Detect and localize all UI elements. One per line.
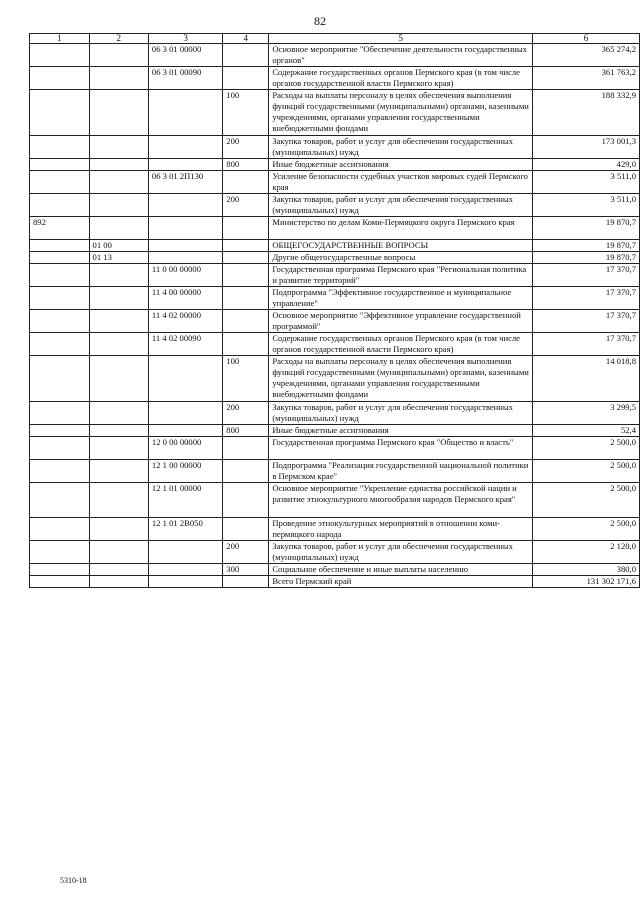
cell-c3: 12 1 01 00000	[148, 483, 222, 518]
cell-c5: Иные бюджетные ассигнования	[269, 159, 533, 171]
cell-c1	[30, 159, 90, 171]
cell-c6: 17 370,7	[532, 333, 639, 356]
cell-c2	[89, 67, 148, 90]
cell-c4	[223, 44, 269, 67]
cell-c6: 429,0	[532, 159, 639, 171]
cell-c4	[223, 518, 269, 541]
cell-c1	[30, 333, 90, 356]
cell-c4	[223, 240, 269, 252]
table-body	[30, 44, 640, 588]
cell-c1	[30, 171, 90, 194]
cell-c4	[223, 310, 269, 333]
cell-c3	[148, 564, 222, 576]
cell-c3: 12 0 00 00000	[148, 437, 222, 460]
cell-c4: 800	[223, 425, 269, 437]
cell-c1	[30, 136, 90, 159]
cell-c6: 2 120,0	[532, 541, 639, 564]
table-row	[30, 136, 640, 159]
table-row	[30, 576, 640, 588]
cell-c3	[148, 541, 222, 564]
cell-c5: Расходы на выплаты персоналу в целях обеспечения выполнения функций государственными (муниципальными) органами, казенными учреждениями, органами управления государственными внебюджетными фондами	[269, 90, 533, 136]
cell-c2	[89, 264, 148, 287]
cell-c3: 06 3 01 00000	[148, 44, 222, 67]
cell-c1	[30, 310, 90, 333]
cell-c5: Министерство по делам Коми-Пермяцкого округа Пермского края	[269, 217, 533, 240]
cell-c3: 11 4 00 00000	[148, 287, 222, 310]
cell-c2	[89, 136, 148, 159]
cell-c2	[89, 90, 148, 136]
cell-c5: Подпрограмма "Реализация государственной национальной политики в Пермском крае"	[269, 460, 533, 483]
cell-c4	[223, 67, 269, 90]
cell-c2	[89, 483, 148, 518]
cell-c1	[30, 402, 90, 425]
cell-c6: 131 302 171,6	[532, 576, 639, 588]
cell-c2	[89, 159, 148, 171]
cell-c3: 12 1 01 2В050	[148, 518, 222, 541]
cell-c5: Иные бюджетные ассигнования	[269, 425, 533, 437]
table-row	[30, 252, 640, 264]
cell-c2	[89, 310, 148, 333]
cell-c5: Закупка товаров, работ и услуг для обеспечения государственных (муниципальных) нужд	[269, 402, 533, 425]
cell-c6: 19 870,7	[532, 217, 639, 240]
cell-c2	[89, 437, 148, 460]
table-row	[30, 67, 640, 90]
cell-c1	[30, 518, 90, 541]
cell-c1	[30, 44, 90, 67]
budget-table	[29, 33, 640, 588]
cell-c3	[148, 194, 222, 217]
table-row	[30, 90, 640, 136]
cell-c4: 200	[223, 402, 269, 425]
header-col-3: 3	[148, 34, 222, 44]
cell-c5: Содержание государственных органов Пермского края (в том числе органов государственной власти Пермского края)	[269, 333, 533, 356]
footer-code: 5310-18	[60, 876, 87, 885]
cell-c4	[223, 171, 269, 194]
cell-c6: 17 370,7	[532, 287, 639, 310]
cell-c5: Государственная программа Пермского края "Региональная политика и развитие территорий"	[269, 264, 533, 287]
cell-c4: 100	[223, 356, 269, 402]
cell-c2	[89, 576, 148, 588]
cell-c4: 800	[223, 159, 269, 171]
table-row	[30, 310, 640, 333]
cell-c6: 361 763,2	[532, 67, 639, 90]
cell-c6: 188 332,9	[532, 90, 639, 136]
table-row	[30, 356, 640, 402]
cell-c1	[30, 564, 90, 576]
cell-c6: 52,4	[532, 425, 639, 437]
table-row	[30, 159, 640, 171]
cell-c5: Другие общегосударственные вопросы	[269, 252, 533, 264]
cell-c6: 17 370,7	[532, 310, 639, 333]
table-row	[30, 44, 640, 67]
cell-c2	[89, 460, 148, 483]
cell-c4	[223, 483, 269, 518]
cell-c6: 19 870,7	[532, 240, 639, 252]
cell-c4: 100	[223, 90, 269, 136]
cell-c2	[89, 333, 148, 356]
cell-c6: 17 370,7	[532, 264, 639, 287]
cell-c5: Расходы на выплаты персоналу в целях обеспечения выполнения функций государственными (муниципальными) органами, казенными учреждениями, органами управления государственными внебюджетными фондами	[269, 356, 533, 402]
cell-c2	[89, 356, 148, 402]
table-row	[30, 333, 640, 356]
cell-c5: Закупка товаров, работ и услуг для обеспечения государственных (муниципальных) нужд	[269, 194, 533, 217]
cell-c3	[148, 252, 222, 264]
cell-c3	[148, 136, 222, 159]
cell-c5: Основное мероприятие "Обеспечение деятельности государственных органов"	[269, 44, 533, 67]
cell-c1	[30, 287, 90, 310]
cell-c1	[30, 90, 90, 136]
cell-c6: 19 870,7	[532, 252, 639, 264]
cell-c3	[148, 217, 222, 240]
table-row	[30, 518, 640, 541]
cell-c5: Закупка товаров, работ и услуг для обеспечения государственных (муниципальных) нужд	[269, 136, 533, 159]
cell-c2: 01 13	[89, 252, 148, 264]
cell-c4	[223, 252, 269, 264]
cell-c2	[89, 171, 148, 194]
table-row	[30, 217, 640, 240]
table-row	[30, 564, 640, 576]
cell-c1	[30, 264, 90, 287]
table-row	[30, 437, 640, 460]
cell-c2	[89, 564, 148, 576]
cell-c2	[89, 217, 148, 240]
cell-c5: Социальное обеспечение и иные выплаты населению	[269, 564, 533, 576]
cell-c6: 2 500,0	[532, 483, 639, 518]
header-col-1: 1	[30, 34, 90, 44]
page-number: 82	[314, 14, 326, 28]
cell-c4	[223, 264, 269, 287]
cell-c6: 3 511,0	[532, 194, 639, 217]
cell-c1	[30, 67, 90, 90]
cell-c2	[89, 402, 148, 425]
cell-c1	[30, 437, 90, 460]
table-row	[30, 287, 640, 310]
table-row	[30, 541, 640, 564]
header-row	[30, 34, 640, 44]
table-row	[30, 460, 640, 483]
cell-c4: 200	[223, 136, 269, 159]
cell-c1	[30, 483, 90, 518]
cell-c2	[89, 287, 148, 310]
cell-c5: Закупка товаров, работ и услуг для обеспечения государственных (муниципальных) нужд	[269, 541, 533, 564]
cell-c1	[30, 194, 90, 217]
cell-c1	[30, 576, 90, 588]
cell-c5: Основное мероприятие "Эффективное управление государственной программой"	[269, 310, 533, 333]
header-col-4: 4	[223, 34, 269, 44]
cell-c6: 2 500,0	[532, 518, 639, 541]
cell-c1: 892	[30, 217, 90, 240]
cell-c3: 11 4 02 00090	[148, 333, 222, 356]
cell-c4	[223, 217, 269, 240]
cell-c4: 300	[223, 564, 269, 576]
cell-c6: 3 299,5	[532, 402, 639, 425]
header-col-5: 5	[269, 34, 533, 44]
cell-c5: Государственная программа Пермского края "Общество и власть"	[269, 437, 533, 460]
cell-c2	[89, 518, 148, 541]
cell-c3	[148, 159, 222, 171]
cell-c6: 2 500,0	[532, 437, 639, 460]
cell-c5: ОБЩЕГОСУДАРСТВЕННЫЕ ВОПРОСЫ	[269, 240, 533, 252]
cell-c3: 12 1 00 00000	[148, 460, 222, 483]
cell-c3	[148, 576, 222, 588]
cell-c4: 200	[223, 194, 269, 217]
cell-c4	[223, 576, 269, 588]
cell-c5: Основное мероприятие "Укрепление единства российской нации и развитие этнокультурного многообразия народов Пермского края"	[269, 483, 533, 518]
cell-c2	[89, 425, 148, 437]
cell-c1	[30, 460, 90, 483]
cell-c6: 14 018,8	[532, 356, 639, 402]
cell-c4	[223, 437, 269, 460]
table-row	[30, 240, 640, 252]
cell-c3	[148, 240, 222, 252]
cell-c1	[30, 252, 90, 264]
cell-c1	[30, 425, 90, 437]
cell-c3	[148, 356, 222, 402]
cell-c4	[223, 460, 269, 483]
cell-c4	[223, 333, 269, 356]
cell-c1	[30, 240, 90, 252]
cell-c3: 11 4 02 00000	[148, 310, 222, 333]
cell-c1	[30, 356, 90, 402]
header-col-2: 2	[89, 34, 148, 44]
cell-c3	[148, 402, 222, 425]
cell-c5: Проведение этнокультурных мероприятий в отношении коми-пермяцкого народа	[269, 518, 533, 541]
table-row	[30, 194, 640, 217]
cell-c6: 3 511,0	[532, 171, 639, 194]
cell-c2	[89, 44, 148, 67]
cell-c3: 06 3 01 2П130	[148, 171, 222, 194]
cell-c3	[148, 90, 222, 136]
cell-c1	[30, 541, 90, 564]
table-row	[30, 171, 640, 194]
cell-c3: 11 0 00 00000	[148, 264, 222, 287]
cell-c3: 06 3 01 00090	[148, 67, 222, 90]
cell-c6: 173 001,3	[532, 136, 639, 159]
cell-c4: 200	[223, 541, 269, 564]
cell-c6: 2 500,0	[532, 460, 639, 483]
cell-c5: Содержание государственных органов Пермского края (в том числе органов государственной власти Пермского края)	[269, 67, 533, 90]
cell-c5: Всего Пермский край	[269, 576, 533, 588]
cell-c6: 365 274,2	[532, 44, 639, 67]
cell-c5: Подпрограмма "Эффективное государственное и муниципальное управление"	[269, 287, 533, 310]
table-row	[30, 483, 640, 518]
cell-c6: 380,0	[532, 564, 639, 576]
cell-c2	[89, 194, 148, 217]
table-row	[30, 264, 640, 287]
cell-c4	[223, 287, 269, 310]
cell-c2: 01 00	[89, 240, 148, 252]
table-row	[30, 402, 640, 425]
cell-c2	[89, 541, 148, 564]
header-col-6: 6	[532, 34, 639, 44]
cell-c3	[148, 425, 222, 437]
cell-c5: Усиление безопасности судебных участков мировых судей Пермского края	[269, 171, 533, 194]
table-row	[30, 425, 640, 437]
